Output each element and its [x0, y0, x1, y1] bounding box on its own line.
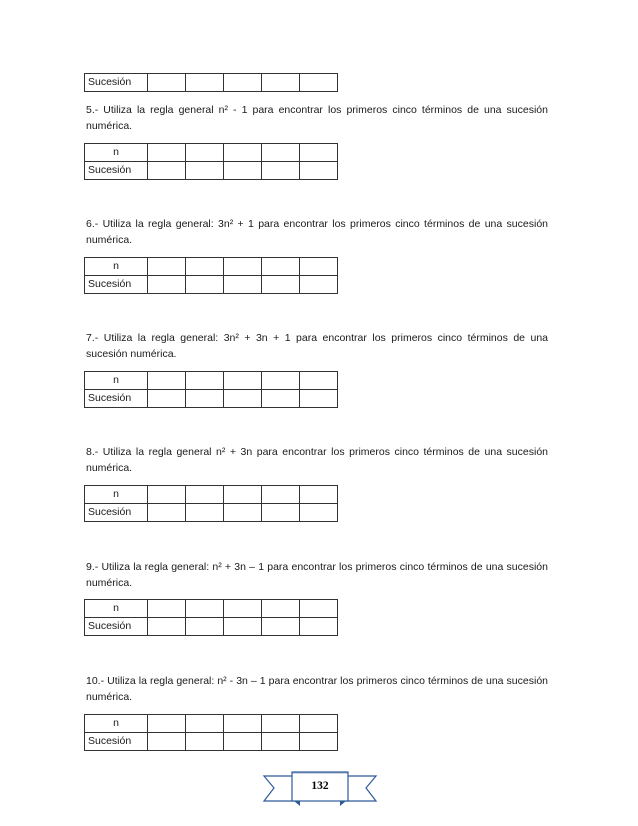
n-cell[interactable] — [148, 600, 186, 618]
n-cell[interactable] — [300, 486, 338, 504]
page-number: 132 — [311, 780, 329, 792]
sequence-row-label: Sucesión — [85, 618, 148, 636]
n-cell[interactable] — [300, 258, 338, 276]
sequence-cell[interactable] — [224, 390, 262, 408]
n-cell[interactable] — [224, 258, 262, 276]
sequence-cell[interactable] — [262, 162, 300, 180]
exercise-5-table — [84, 143, 338, 180]
n-row-label: n — [85, 715, 148, 733]
n-cell[interactable] — [262, 258, 300, 276]
sequence-row-label: Sucesión — [85, 733, 148, 751]
sequence-cell[interactable] — [148, 74, 186, 92]
sequence-cell[interactable] — [186, 390, 224, 408]
n-cell[interactable] — [300, 144, 338, 162]
exercise-8-table — [84, 485, 338, 522]
n-cell[interactable] — [300, 372, 338, 390]
sequence-cell[interactable] — [224, 74, 262, 92]
n-cell[interactable] — [186, 486, 224, 504]
n-cell[interactable] — [186, 600, 224, 618]
n-cell[interactable] — [262, 600, 300, 618]
n-row-label: n — [85, 144, 148, 162]
n-cell[interactable] — [262, 715, 300, 733]
n-cell[interactable] — [186, 258, 224, 276]
sequence-cell[interactable] — [224, 733, 262, 751]
sequence-cell[interactable] — [300, 733, 338, 751]
sequence-cell[interactable] — [148, 390, 186, 408]
n-cell[interactable] — [224, 486, 262, 504]
n-cell[interactable] — [186, 144, 224, 162]
sequence-cell[interactable] — [148, 733, 186, 751]
n-cell[interactable] — [300, 600, 338, 618]
exercise-10-statement: 10.- Utiliza la regla general: n² - 3n – 1 para encontrar los primeros cinco términos de una sucesión numérica. — [86, 675, 548, 703]
sequence-cell[interactable] — [262, 504, 300, 522]
n-cell[interactable] — [224, 600, 262, 618]
exercise-7-table — [84, 371, 338, 408]
sequence-cell[interactable] — [148, 276, 186, 294]
exercise-9-table — [84, 599, 338, 636]
exercise-7-statement: 7.- Utiliza la regla general: 3n² + 3n + 1 para encontrar los primeros cinco términos de una sucesión numérica. — [86, 332, 548, 360]
n-cell[interactable] — [262, 144, 300, 162]
sequence-cell[interactable] — [148, 618, 186, 636]
n-cell[interactable] — [224, 144, 262, 162]
n-row-label: n — [85, 486, 148, 504]
sequence-row-label: Sucesión — [85, 504, 148, 522]
sequence-cell[interactable] — [186, 162, 224, 180]
n-cell[interactable] — [148, 486, 186, 504]
sequence-cell[interactable] — [186, 618, 224, 636]
exercise-6-statement: 6.- Utiliza la regla general: 3n² + 1 para encontrar los primeros cinco términos de una sucesión numérica. — [86, 218, 548, 246]
sequence-cell[interactable] — [148, 504, 186, 522]
n-row-label: n — [85, 372, 148, 390]
n-cell[interactable] — [186, 372, 224, 390]
sequence-row-label: Sucesión — [85, 162, 148, 180]
n-cell[interactable] — [262, 486, 300, 504]
sequence-cell[interactable] — [262, 276, 300, 294]
sequence-row-label: Sucesión — [85, 74, 148, 92]
n-row-label: n — [85, 258, 148, 276]
exercise-5-statement: 5.- Utiliza la regla general n² - 1 para encontrar los primeros cinco términos de una sucesión numérica. — [86, 104, 548, 132]
page-number-ribbon — [262, 768, 378, 808]
sequence-cell[interactable] — [224, 618, 262, 636]
sequence-row-label: Sucesión — [85, 276, 148, 294]
n-cell[interactable] — [300, 715, 338, 733]
n-cell[interactable] — [148, 144, 186, 162]
sequence-cell[interactable] — [224, 162, 262, 180]
sequence-cell[interactable] — [186, 733, 224, 751]
sequence-cell[interactable] — [186, 504, 224, 522]
sequence-cell[interactable] — [186, 74, 224, 92]
sequence-table-top — [84, 73, 338, 92]
n-cell[interactable] — [224, 372, 262, 390]
sequence-row-label: Sucesión — [85, 390, 148, 408]
exercise-10-table — [84, 714, 338, 751]
sequence-cell[interactable] — [262, 733, 300, 751]
sequence-cell[interactable] — [148, 162, 186, 180]
exercise-6-table — [84, 257, 338, 294]
sequence-cell[interactable] — [262, 74, 300, 92]
sequence-cell[interactable] — [300, 162, 338, 180]
sequence-cell[interactable] — [224, 504, 262, 522]
sequence-cell[interactable] — [300, 276, 338, 294]
sequence-cell[interactable] — [300, 390, 338, 408]
n-row-label: n — [85, 600, 148, 618]
sequence-cell[interactable] — [262, 390, 300, 408]
n-cell[interactable] — [148, 372, 186, 390]
exercise-8-statement: 8.- Utiliza la regla general n² + 3n para encontrar los primeros cinco términos de una sucesión numérica. — [86, 446, 548, 474]
n-cell[interactable] — [148, 258, 186, 276]
n-cell[interactable] — [224, 715, 262, 733]
n-cell[interactable] — [186, 715, 224, 733]
sequence-cell[interactable] — [186, 276, 224, 294]
n-cell[interactable] — [262, 372, 300, 390]
sequence-cell[interactable] — [300, 618, 338, 636]
sequence-cell[interactable] — [300, 74, 338, 92]
exercise-9-statement: 9.- Utiliza la regla general: n² + 3n – 1 para encontrar los primeros cinco términos de una sucesión numérica. — [86, 561, 548, 589]
sequence-cell[interactable] — [224, 276, 262, 294]
n-cell[interactable] — [148, 715, 186, 733]
sequence-cell[interactable] — [300, 504, 338, 522]
sequence-cell[interactable] — [262, 618, 300, 636]
